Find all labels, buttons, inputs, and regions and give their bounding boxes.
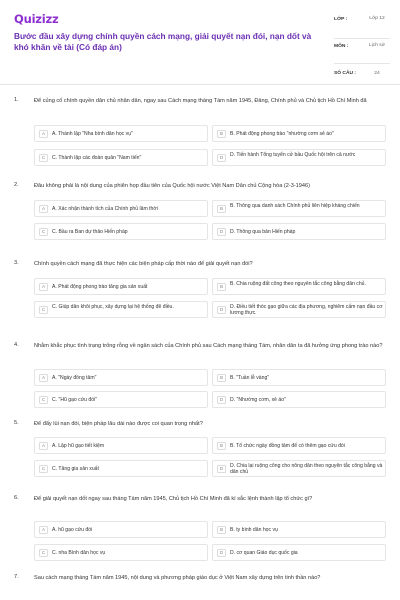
option-d[interactable] xyxy=(212,544,386,561)
meta-subject-label: MÔN : xyxy=(334,44,349,49)
option-letter-badge: B xyxy=(217,283,226,291)
option-c[interactable] xyxy=(34,301,208,318)
option-text: A. Lập hũ gạo tiết kiệm xyxy=(52,442,105,449)
option-text: C. Bầu ra Ban dự thảo Hiến pháp xyxy=(52,228,128,235)
question-text: Sau cách mạng tháng Tám năm 1945, nội dung và phương pháp giáo dục ở Việt Nam xây dựng trên tinh thần nào? xyxy=(34,575,321,581)
option-b[interactable] xyxy=(212,125,386,142)
option-d[interactable] xyxy=(212,223,386,240)
option-letter-badge: D xyxy=(217,396,226,404)
option-letter-badge: C xyxy=(39,465,48,473)
option-text: D. Thông qua bản Hiến pháp xyxy=(230,228,296,235)
option-text: C. Tăng gia sản xuất xyxy=(52,465,99,472)
option-text: D. Điều tiết thóc gạo giữa các địa phương, nghiêm cấm nạn đầu cơ lương thực. xyxy=(230,303,383,317)
option-a[interactable] xyxy=(34,369,208,386)
question-text: Nhằm khắc phục tình trạng trống rỗng về ngân sách của Chính phủ sau Cách mạng tháng Tám, nhân dân ta đã hưởng ứng phong trào nào? xyxy=(34,343,383,349)
option-letter-badge: B xyxy=(217,526,226,534)
option-c[interactable] xyxy=(34,149,208,166)
meta-class-label: LỚP : xyxy=(334,17,348,22)
worksheet-meta xyxy=(334,14,390,84)
option-letter-badge: D xyxy=(217,465,226,473)
option-b[interactable] xyxy=(212,369,386,386)
option-letter-badge: A xyxy=(39,374,48,382)
option-text: B. Thông qua danh sách Chính phủ liên hiệp kháng chiến xyxy=(230,202,360,209)
meta-class-value: Lớp 12 xyxy=(369,16,385,21)
question-text: Để đẩy lùi nạn đói, biện pháp lâu dài nào được coi quan trọng nhất? xyxy=(34,421,203,427)
option-letter-badge: B xyxy=(217,205,226,213)
option-text: D. "Nhường cơm, xẻ áo" xyxy=(230,396,286,403)
option-letter-badge: C xyxy=(39,228,48,236)
option-d[interactable] xyxy=(212,149,386,166)
option-text: C. Giúp dân khôi phục, xây dựng lại hệ thống đê điều. xyxy=(52,303,174,310)
question-text: Để củng cố chính quyền dân chủ nhân dân, ngay sau Cách mạng tháng Tám năm 1945, Đảng, Chính phủ và Chủ tịch Hồ Chí Minh đã xyxy=(34,98,367,104)
option-letter-badge: A xyxy=(39,205,48,213)
option-letter-badge: B xyxy=(217,130,226,138)
option-letter-badge: A xyxy=(39,442,48,450)
option-a[interactable] xyxy=(34,278,208,295)
option-letter-badge: D xyxy=(217,228,226,236)
question-number: 5. xyxy=(14,420,19,426)
question-number: 6. xyxy=(14,495,19,501)
option-text: C. Thành lập các đoàn quân "Nam tiến" xyxy=(52,154,142,161)
option-letter-badge: B xyxy=(217,374,226,382)
option-d[interactable] xyxy=(212,460,386,477)
logo-text: Quizizz xyxy=(14,12,59,26)
meta-count-label: SỐ CÂU : xyxy=(334,71,357,76)
option-text: A. hũ gạo cứu đói xyxy=(52,526,93,533)
question-number: 2. xyxy=(14,182,19,188)
quizizz-logo xyxy=(14,12,59,26)
option-letter-badge: C xyxy=(39,154,48,162)
option-text: A. Thành lập "Nha bình dân học vụ" xyxy=(52,130,133,137)
question-number: 7. xyxy=(14,574,19,580)
option-text: A. Phát động phong trào tăng gia sản xuất xyxy=(52,283,148,290)
option-text: D. Tiến hành Tổng tuyển cử bầu Quốc hội trên cả nước xyxy=(230,151,356,158)
meta-class-row xyxy=(334,14,390,39)
option-a[interactable] xyxy=(34,125,208,142)
option-letter-badge: A xyxy=(39,526,48,534)
option-c[interactable] xyxy=(34,223,208,240)
page-title: Bước đầu xây dựng chính quyền cách mạng, giải quyết nạn đói, nạn dốt và khó khăn về tài (Có đáp án) xyxy=(14,31,312,52)
option-b[interactable] xyxy=(212,200,386,217)
option-a[interactable] xyxy=(34,437,208,454)
option-text: A. Xác nhận thành tích của Chính phủ lâm thời xyxy=(52,205,158,212)
question-number: 4. xyxy=(14,342,19,348)
question-text: Chính quyền cách mạng đã thực hiện các biện pháp cấp thời nào để giải quyết nạn đói? xyxy=(34,261,253,267)
option-a[interactable] xyxy=(34,200,208,217)
meta-count-row xyxy=(334,64,390,84)
meta-count-value: 24 xyxy=(374,71,380,76)
option-text: B. Chia ruộng đất công theo nguyên tắc công bằng dân chủ. xyxy=(230,280,366,287)
option-text: C. "Hũ gạo cứu đói" xyxy=(52,396,97,403)
option-text: D. Chia lại ruộng công cho nông dân theo nguyên tắc công bằng và dân chủ xyxy=(230,462,383,476)
question-text: Đâu không phải là nội dung của phiên họp đầu tiên của Quốc hội nước Việt Nam Dân chủ Cộng hòa (2-3-1946) xyxy=(34,183,310,189)
worksheet-header xyxy=(0,0,400,85)
question-text: Để giải quyết nạn dốt ngay sau tháng Tám năm 1945, Chủ tịch Hồ Chí Minh đã kí sắc lệnh thành lập tổ chức gì? xyxy=(34,496,313,502)
option-d[interactable] xyxy=(212,301,386,318)
option-letter-badge: D xyxy=(217,306,226,314)
option-letter-badge: C xyxy=(39,396,48,404)
option-d[interactable] xyxy=(212,391,386,408)
option-letter-badge: D xyxy=(217,549,226,557)
option-b[interactable] xyxy=(212,278,386,295)
option-text: C. nha Bình dân học vụ xyxy=(52,549,106,556)
option-text: B. Tổ chức ngày đồng tâm để có thêm gạo cứu đói xyxy=(230,442,345,449)
question-number: 3. xyxy=(14,260,19,266)
option-letter-badge: A xyxy=(39,283,48,291)
option-text: B. "Tuần lễ vàng" xyxy=(230,374,270,381)
option-a[interactable] xyxy=(34,521,208,538)
option-text: D. cơ quan Giáo dục quốc gia xyxy=(230,549,298,556)
option-text: A. "Ngày đồng tâm" xyxy=(52,374,97,381)
option-letter-badge: D xyxy=(217,154,226,162)
option-c[interactable] xyxy=(34,460,208,477)
option-letter-badge: B xyxy=(217,442,226,450)
option-c[interactable] xyxy=(34,544,208,561)
question-number: 1. xyxy=(14,97,19,103)
option-text: B. ty bình dân học vụ xyxy=(230,526,278,533)
option-b[interactable] xyxy=(212,521,386,538)
meta-subject-row xyxy=(334,39,390,64)
option-b[interactable] xyxy=(212,437,386,454)
meta-subject-value: Lịch sử xyxy=(368,43,386,48)
option-text: B. Phát động phong trào "nhường cơm sẻ áo" xyxy=(230,130,334,137)
option-letter-badge: C xyxy=(39,306,48,314)
option-letter-badge: A xyxy=(39,130,48,138)
option-c[interactable] xyxy=(34,391,208,408)
option-letter-badge: C xyxy=(39,549,48,557)
